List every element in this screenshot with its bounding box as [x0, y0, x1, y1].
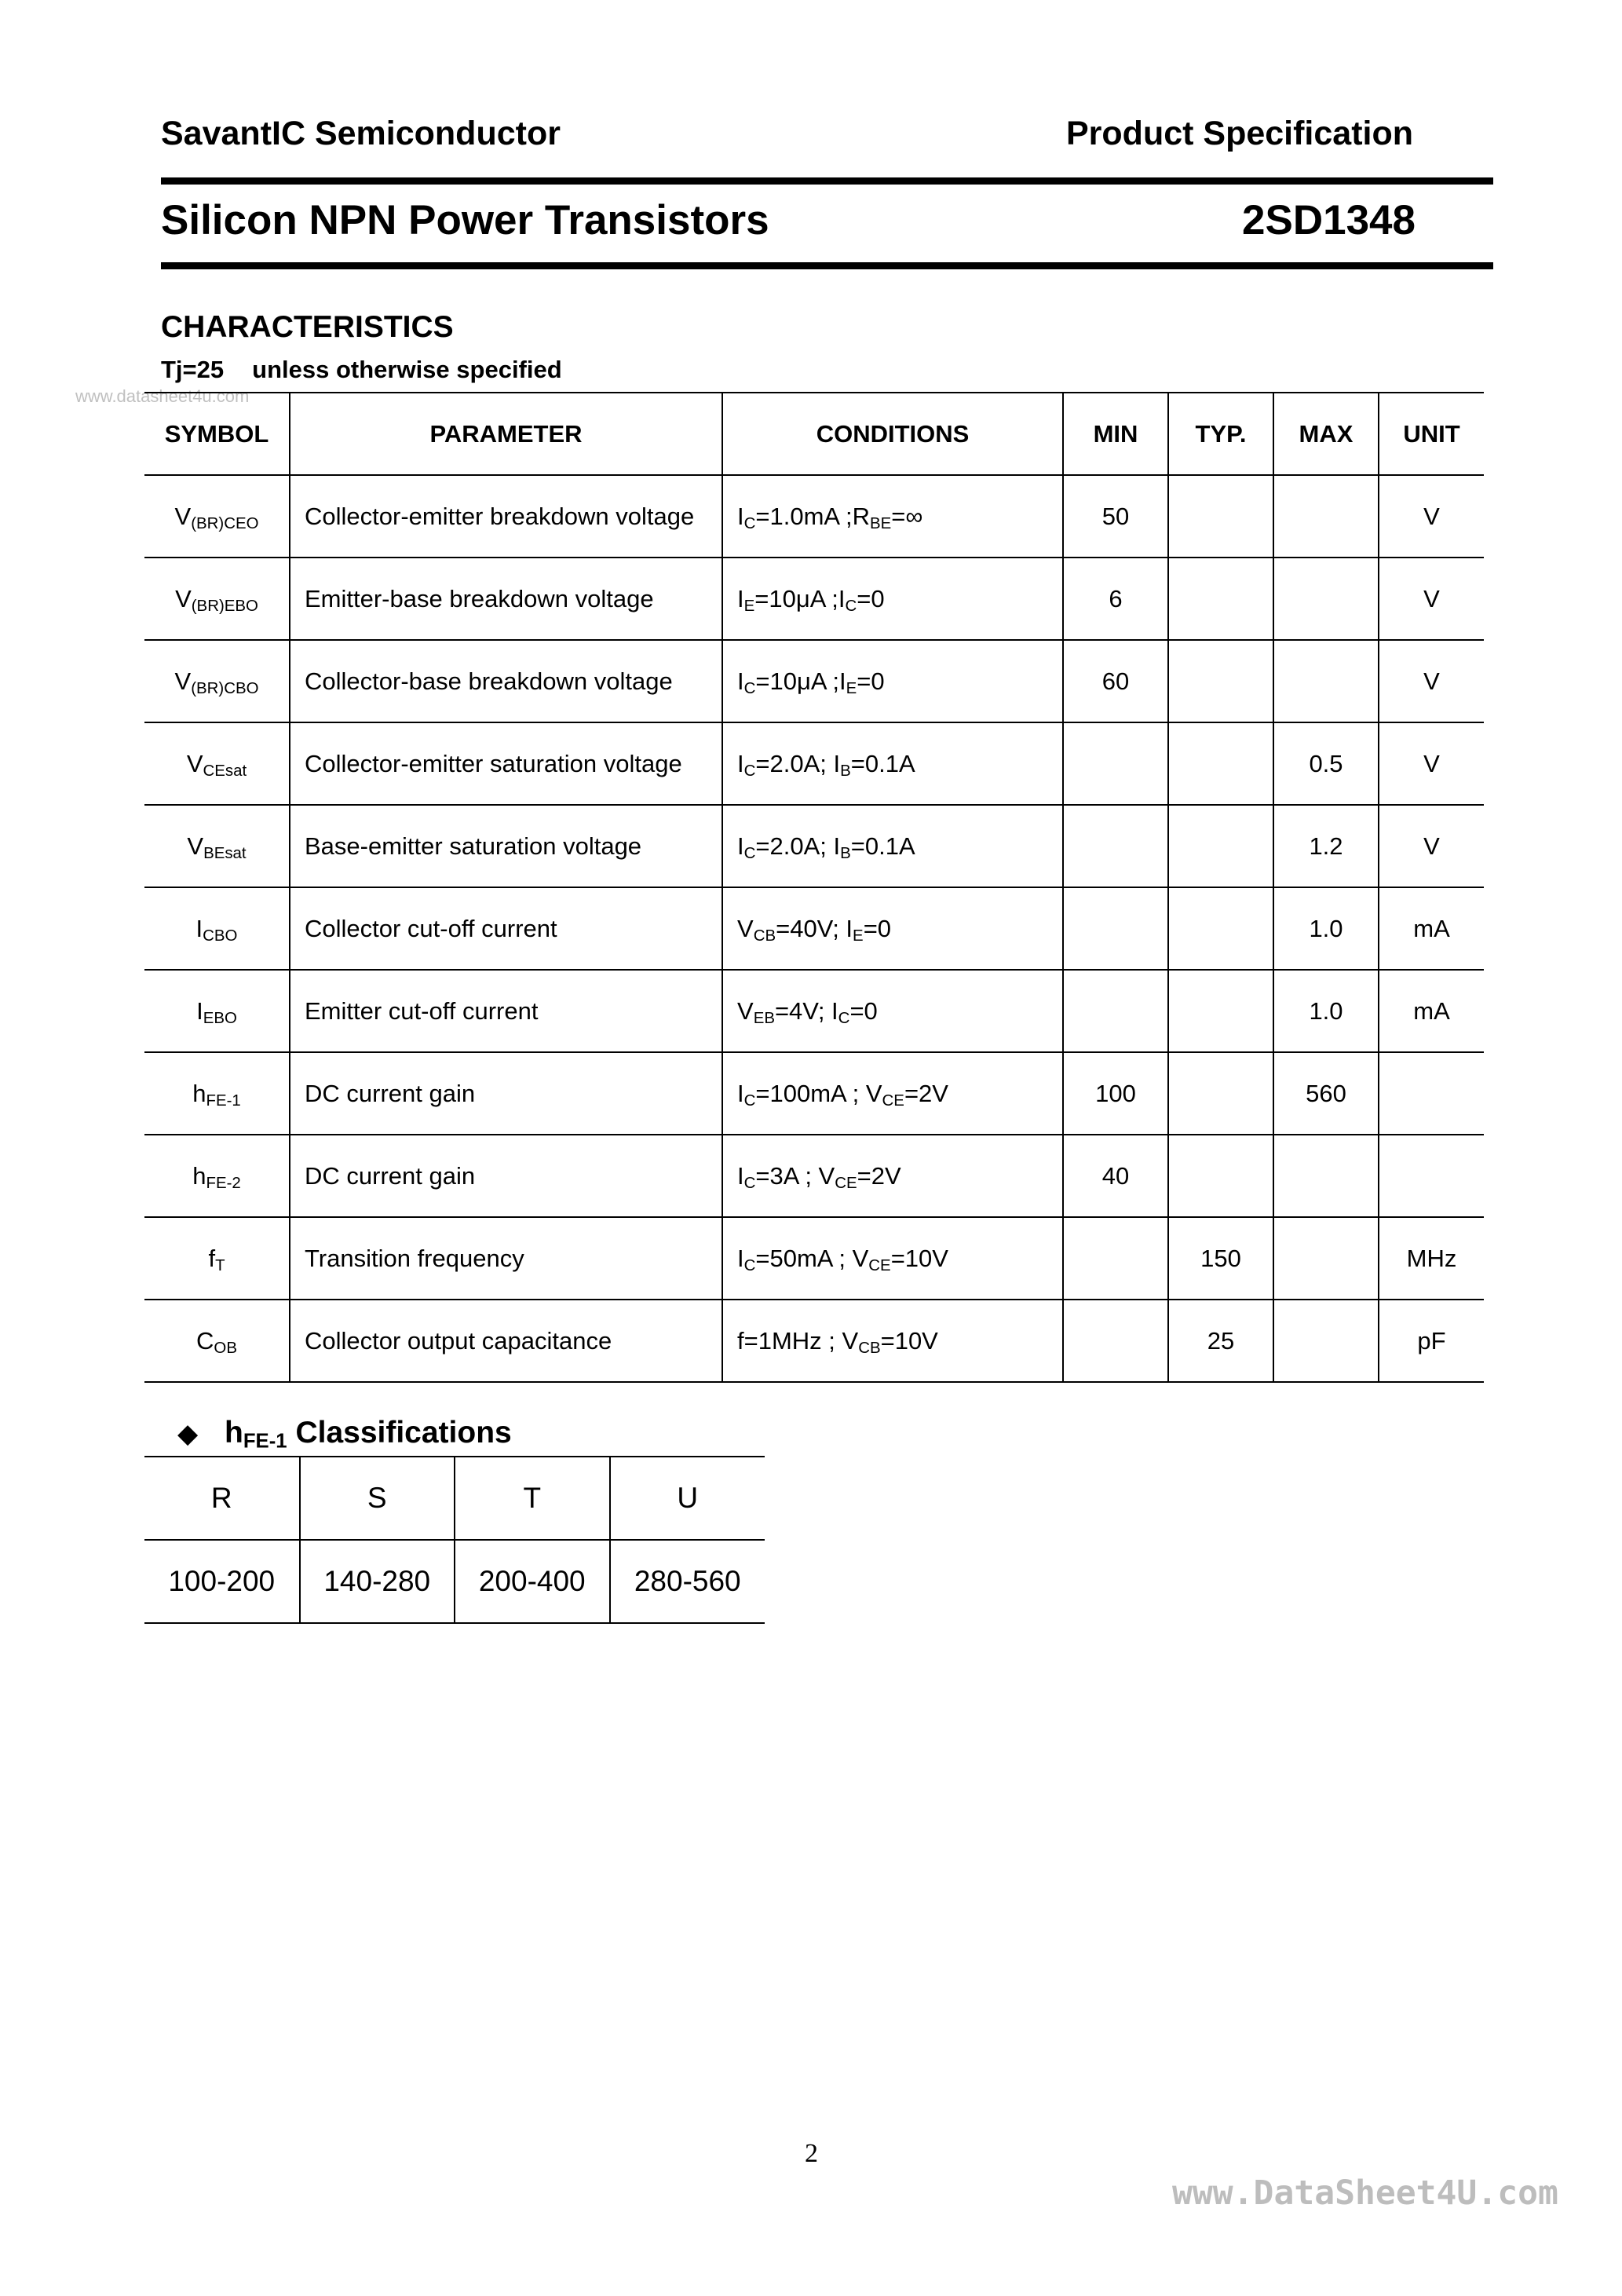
cond-part: V	[737, 914, 754, 942]
unit-cell: mA	[1379, 887, 1484, 970]
condition-note: unless otherwise specified	[252, 356, 562, 383]
cond-sub: C	[743, 761, 756, 780]
min-cell: 50	[1063, 475, 1168, 558]
symbol-cell	[144, 1135, 290, 1217]
table-row	[144, 1135, 1484, 1217]
conditions-cell	[722, 722, 1063, 805]
table-row	[144, 887, 1484, 970]
cond-part: =1.0mA ;R	[755, 502, 870, 530]
header-symbol: SYMBOL	[144, 393, 290, 475]
grade-cell: S	[300, 1457, 455, 1540]
cond-part: I	[737, 584, 744, 612]
parameter-cell: Collector-emitter breakdown voltage	[290, 475, 722, 558]
cond-sub: E	[846, 678, 857, 697]
min-cell	[1063, 1217, 1168, 1300]
cond-part: I	[737, 1244, 744, 1272]
cond-sub: C	[743, 1091, 756, 1110]
max-cell	[1273, 640, 1379, 722]
cond-part: I	[737, 1161, 744, 1190]
class-title-symbol: h	[225, 1416, 243, 1450]
parameter-cell: DC current gain	[290, 1135, 722, 1217]
cond-sub: CB	[753, 926, 776, 945]
symbol-sub: EBO	[203, 1008, 237, 1027]
symbol-cell	[144, 1217, 290, 1300]
symbol-sub: FE-1	[206, 1091, 241, 1110]
range-cell: 100-200	[144, 1540, 300, 1623]
grade-row	[144, 1457, 765, 1540]
symbol-cell	[144, 887, 290, 970]
max-cell	[1273, 1135, 1379, 1217]
symbol-cell	[144, 1300, 290, 1382]
cond-part: V	[737, 996, 754, 1025]
cond-sub: CE	[835, 1173, 857, 1192]
conditions-cell	[722, 475, 1063, 558]
typ-cell	[1168, 1052, 1273, 1135]
parameter-cell: Emitter-base breakdown voltage	[290, 558, 722, 640]
symbol-cell	[144, 558, 290, 640]
typ-cell	[1168, 475, 1273, 558]
cond-part: f=1MHz ; V	[737, 1326, 859, 1355]
class-title-sub: FE-1	[243, 1430, 287, 1453]
cond-part: =2.0A; I	[755, 749, 841, 777]
symbol-sub: (BR)CBO	[191, 678, 259, 697]
characteristics-table	[144, 392, 1484, 1383]
typ-cell	[1168, 640, 1273, 722]
unit-cell: V	[1379, 558, 1484, 640]
typ-cell	[1168, 1135, 1273, 1217]
cond-part: =∞	[891, 502, 923, 530]
table-row	[144, 1217, 1484, 1300]
cond-part: =3A ; V	[755, 1161, 835, 1190]
range-cell: 200-400	[455, 1540, 610, 1623]
symbol-sub: OB	[214, 1338, 237, 1357]
parameter-cell: Base-emitter saturation voltage	[290, 805, 722, 887]
cond-sub: C	[838, 1008, 850, 1027]
symbol-main: C	[196, 1326, 214, 1355]
cond-sub: C	[743, 678, 756, 697]
cond-sub: CE	[882, 1091, 904, 1110]
max-cell: 1.0	[1273, 887, 1379, 970]
typ-cell	[1168, 722, 1273, 805]
cond-part: =0	[863, 914, 892, 942]
typ-cell	[1168, 887, 1273, 970]
cond-part: =2.0A; I	[755, 832, 841, 860]
conditions-cell	[722, 640, 1063, 722]
max-cell: 1.2	[1273, 805, 1379, 887]
max-cell	[1273, 558, 1379, 640]
header-bottom-rule	[161, 262, 1493, 269]
conditions-cell	[722, 1052, 1063, 1135]
symbol-main: V	[186, 749, 203, 777]
header-unit: UNIT	[1379, 393, 1484, 475]
max-cell: 0.5	[1273, 722, 1379, 805]
unit-cell: V	[1379, 475, 1484, 558]
conditions-cell	[722, 1217, 1063, 1300]
parameter-cell: Collector cut-off current	[290, 887, 722, 970]
cond-part: =0.1A	[850, 832, 915, 860]
min-cell	[1063, 722, 1168, 805]
classifications-title	[177, 1416, 512, 1453]
unit-cell: V	[1379, 805, 1484, 887]
range-cell: 140-280	[300, 1540, 455, 1623]
symbol-cell	[144, 805, 290, 887]
grade-cell: R	[144, 1457, 300, 1540]
min-cell	[1063, 805, 1168, 887]
cond-sub: EB	[753, 1008, 775, 1027]
min-cell: 40	[1063, 1135, 1168, 1217]
table-row	[144, 722, 1484, 805]
max-cell	[1273, 1300, 1379, 1382]
cond-sub: C	[743, 514, 756, 532]
cond-part: I	[737, 502, 744, 530]
cond-sub: CB	[858, 1338, 881, 1357]
parameter-cell: Emitter cut-off current	[290, 970, 722, 1052]
cond-sub: C	[743, 1173, 756, 1192]
min-cell: 60	[1063, 640, 1168, 722]
table-row	[144, 805, 1484, 887]
parameter-cell: Transition frequency	[290, 1217, 722, 1300]
min-cell: 100	[1063, 1052, 1168, 1135]
characteristics-title: CHARACTERISTICS	[161, 310, 454, 344]
page-number: 2	[805, 2139, 818, 2168]
cond-sub: B	[840, 843, 851, 862]
cond-part: =0	[857, 584, 885, 612]
typ-cell: 25	[1168, 1300, 1273, 1382]
header-min: MIN	[1063, 393, 1168, 475]
typ-cell	[1168, 805, 1273, 887]
cond-part: =0	[849, 996, 878, 1025]
symbol-cell	[144, 722, 290, 805]
grade-cell: T	[455, 1457, 610, 1540]
conditions-cell	[722, 1135, 1063, 1217]
cond-sub: E	[743, 596, 755, 615]
part-number: 2SD1348	[1242, 197, 1416, 243]
table-row	[144, 558, 1484, 640]
symbol-sub: CBO	[203, 926, 238, 945]
table-header-row	[144, 393, 1484, 475]
symbol-main: f	[208, 1244, 216, 1272]
cond-part: I	[737, 749, 744, 777]
symbol-cell	[144, 970, 290, 1052]
cond-part: =100mA ; V	[755, 1079, 882, 1107]
company-name: SavantIC Semiconductor	[161, 115, 561, 152]
symbol-sub: BEsat	[203, 843, 247, 862]
watermark-bottom[interactable]: www.DataSheet4U.com	[1172, 2174, 1558, 2213]
symbol-sub: (BR)CEO	[191, 514, 259, 532]
parameter-cell: Collector-emitter saturation voltage	[290, 722, 722, 805]
conditions-cell	[722, 887, 1063, 970]
typ-cell	[1168, 970, 1273, 1052]
symbol-cell	[144, 1052, 290, 1135]
conditions-cell	[722, 558, 1063, 640]
table-row	[144, 1052, 1484, 1135]
conditions-cell	[722, 805, 1063, 887]
cond-part: I	[737, 667, 744, 695]
cond-sub: E	[853, 926, 864, 945]
cond-part: =0	[857, 667, 885, 695]
cond-part: =50mA ; V	[755, 1244, 869, 1272]
unit-cell: V	[1379, 722, 1484, 805]
symbol-sub: T	[215, 1256, 225, 1274]
header-top-rule	[161, 177, 1493, 185]
symbol-sub: CEsat	[203, 761, 247, 780]
temperature-condition	[161, 356, 562, 384]
symbol-main: V	[175, 584, 192, 612]
parameter-cell: Collector-base breakdown voltage	[290, 640, 722, 722]
max-cell: 1.0	[1273, 970, 1379, 1052]
cond-sub: C	[845, 596, 857, 615]
parameter-cell: Collector output capacitance	[290, 1300, 722, 1382]
table-row	[144, 475, 1484, 558]
symbol-main: h	[192, 1161, 206, 1190]
product-line-title: Silicon NPN Power Transistors	[161, 197, 769, 243]
grade-cell: U	[610, 1457, 765, 1540]
symbol-main: V	[174, 667, 192, 695]
cond-sub: C	[743, 1256, 756, 1274]
unit-cell: V	[1379, 640, 1484, 722]
cond-part: =10V	[890, 1244, 948, 1272]
header-conditions: CONDITIONS	[722, 393, 1063, 475]
cond-sub: CE	[868, 1256, 891, 1274]
cond-part: I	[737, 1079, 744, 1107]
unit-cell: MHz	[1379, 1217, 1484, 1300]
max-cell	[1273, 1217, 1379, 1300]
symbol-main: I	[195, 914, 203, 942]
parameter-cell: DC current gain	[290, 1052, 722, 1135]
unit-cell	[1379, 1135, 1484, 1217]
table-row	[144, 640, 1484, 722]
cond-part: =0.1A	[850, 749, 915, 777]
cond-part: =10μA ;I	[754, 584, 846, 612]
class-title-text: Classifications	[295, 1416, 512, 1450]
symbol-main: h	[192, 1079, 206, 1107]
range-cell: 280-560	[610, 1540, 765, 1623]
symbol-main: V	[174, 502, 192, 530]
max-cell	[1273, 475, 1379, 558]
cond-part: =2V	[857, 1161, 901, 1190]
min-cell: 6	[1063, 558, 1168, 640]
symbol-main: V	[187, 832, 204, 860]
unit-cell	[1379, 1052, 1484, 1135]
table-row	[144, 970, 1484, 1052]
cond-part: =4V; I	[774, 996, 838, 1025]
symbol-sub: (BR)EBO	[191, 596, 258, 615]
symbol-main: I	[196, 996, 203, 1025]
table-row	[144, 1300, 1484, 1382]
min-cell	[1063, 887, 1168, 970]
conditions-cell	[722, 1300, 1063, 1382]
header-max: MAX	[1273, 393, 1379, 475]
cond-part: =10μA ;I	[755, 667, 846, 695]
cond-sub: C	[743, 843, 756, 862]
cond-part: =40V; I	[776, 914, 853, 942]
typ-cell	[1168, 558, 1273, 640]
cond-part: I	[737, 832, 744, 860]
conditions-cell	[722, 970, 1063, 1052]
symbol-sub: FE-2	[206, 1173, 241, 1192]
unit-cell: pF	[1379, 1300, 1484, 1382]
min-cell	[1063, 970, 1168, 1052]
document-type: Product Specification	[1066, 115, 1414, 152]
temp-condition-value: Tj=25	[161, 356, 225, 383]
typ-cell: 150	[1168, 1217, 1273, 1300]
classifications-table	[144, 1456, 765, 1624]
cond-part: =10V	[880, 1326, 938, 1355]
symbol-cell	[144, 475, 290, 558]
range-row	[144, 1540, 765, 1623]
header-typ: TYP.	[1168, 393, 1273, 475]
cond-part: =2V	[904, 1079, 948, 1107]
header-parameter: PARAMETER	[290, 393, 722, 475]
diamond-bullet-icon: ◆	[177, 1419, 199, 1449]
cond-sub: B	[840, 761, 851, 780]
max-cell: 560	[1273, 1052, 1379, 1135]
unit-cell: mA	[1379, 970, 1484, 1052]
symbol-cell	[144, 640, 290, 722]
cond-sub: BE	[870, 514, 892, 532]
min-cell	[1063, 1300, 1168, 1382]
watermark-top: www.datasheet4u.com	[75, 386, 250, 406]
